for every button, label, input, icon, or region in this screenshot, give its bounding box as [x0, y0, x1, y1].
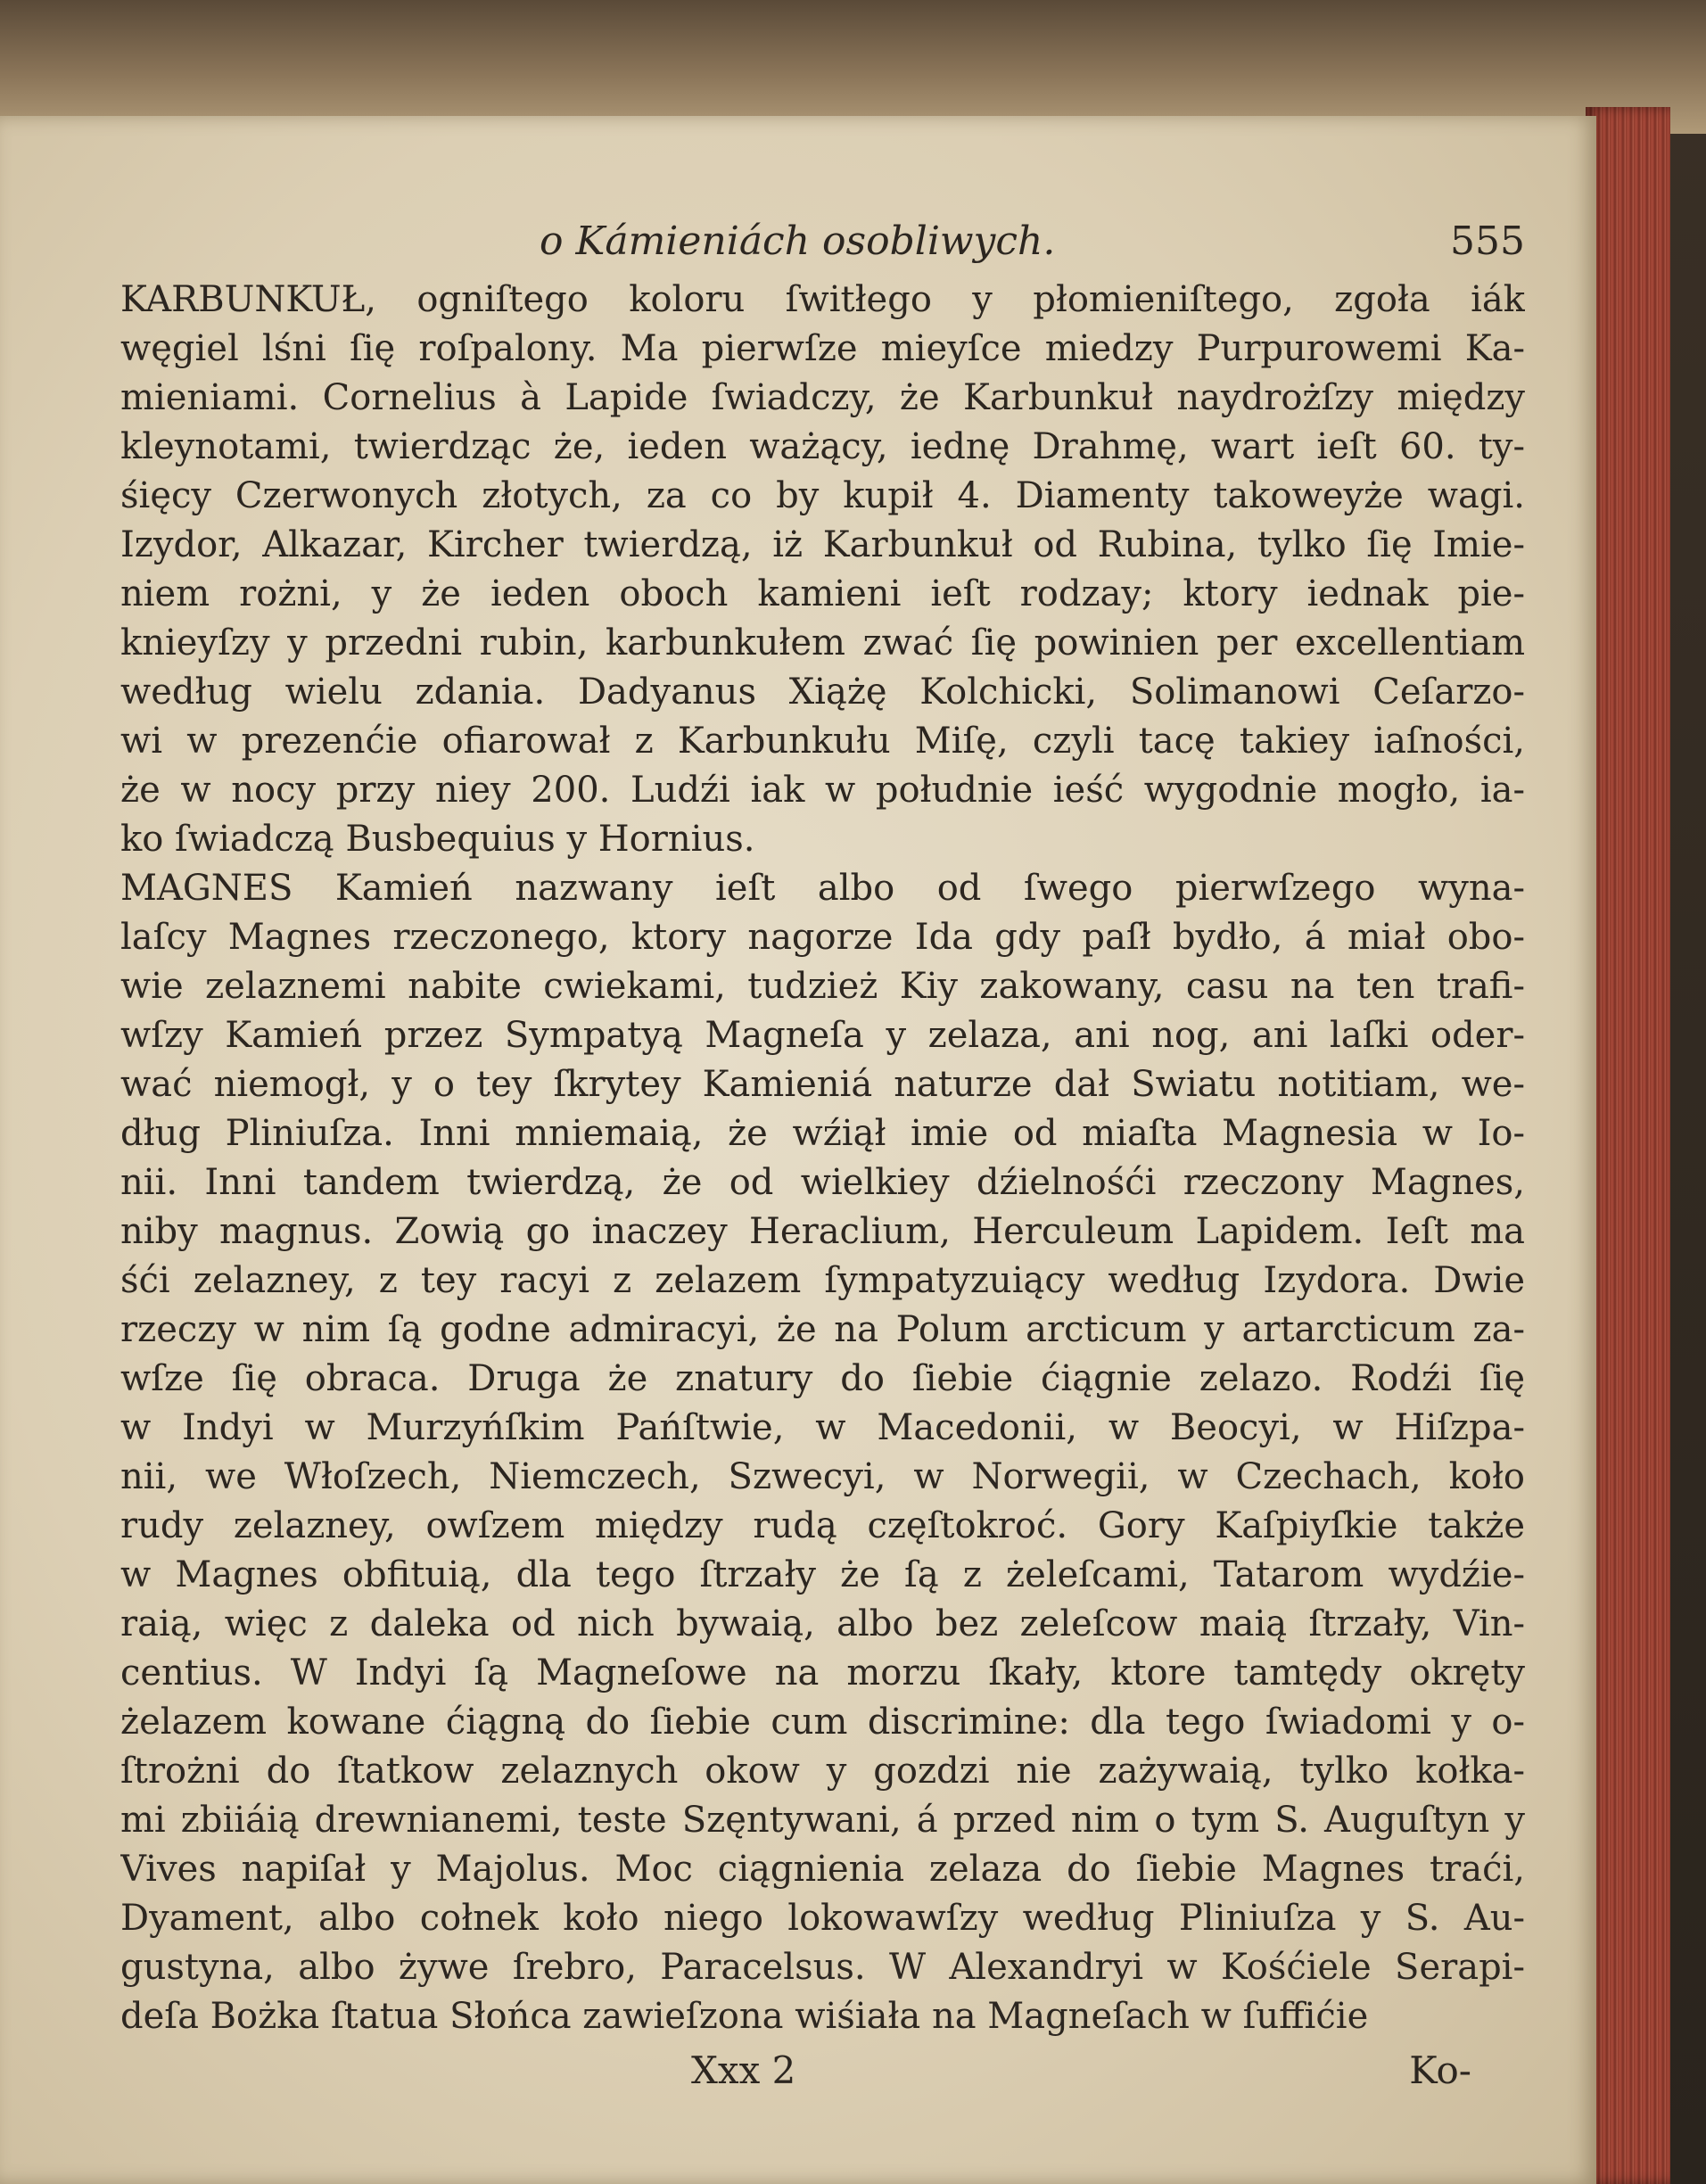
signature-mark: Xxx 2	[691, 2048, 796, 2092]
text-line: wſze ſię obraca. Druga że znatury do ſiebie ćiągnie zelazo. Rodźi ſię	[120, 1358, 1525, 1399]
text-line: wſzy Kamień przez Sympatyą Magneſa y zelaza, ani nog, ani laſki oder-	[120, 1015, 1525, 1056]
body-text	[120, 276, 1525, 2041]
text-line: dług Pliniuſza. Inni mniemaią, że wźiął imie od miaſta Magnesia w Io-	[120, 1113, 1525, 1154]
text-line: mieniami. Cornelius à Lapide ſwiadczy, że Karbunkuł naydrożſzy między	[120, 377, 1525, 418]
text-line: KARBUNKUŁ, ogniſtego koloru ſwitłego y płomieniſtego, zgoła iák	[120, 279, 1525, 320]
text-line: niem rożni, y że ieden oboch kamieni ieſt rodzay; ktory iednak pie-	[120, 573, 1525, 614]
text-line: rzeczy w nim ſą godne admiracyi, że na Polum arcticum y artarcticum za-	[120, 1309, 1525, 1350]
text-line: deſa Bożka ſtatua Słońca zawieſzona wiśiała na Magneſach w ſuffićie	[120, 1996, 1369, 2037]
text-line: śći zelazney, z tey racyi z zelazem ſympatyzuiący według Izydora. Dwie	[120, 1260, 1525, 1301]
page-fore-edge	[1586, 107, 1670, 2184]
text-line: raią, więc z daleka od nich bywaią, albo bez zeleſcow maią ſtrzały, Vin-	[120, 1603, 1525, 1644]
text-line: śięcy Czerwonych złotych, za co by kupił 4. Diamenty takoweyże wagi.	[120, 475, 1525, 516]
page-number: 555	[1450, 218, 1525, 264]
text-line: wie zelaznemi nabite cwiekami, tudzież Kiy zakowany, casu na ten trafi-	[120, 966, 1525, 1007]
text-line: knieyſzy y przedni rubin, karbunkułem zwać ſię powinien per excellentiam	[120, 622, 1525, 663]
book-top-edge	[0, 0, 1706, 134]
running-title: o Kámieniách osobliwych.	[540, 218, 1056, 264]
text-line: gustyna, albo żywe ſrebro, Paracelsus. W Alexandryi w Kośćiele Serapi-	[120, 1947, 1525, 1988]
text-line: w Indyi w Murzyńſkim Pańſtwie, w Macedonii, w Beocyi, w Hiſzpa-	[120, 1407, 1525, 1448]
text-line: Izydor, Alkazar, Kircher twierdzą, iż Karbunkuł od Rubina, tylko ſię Imie-	[120, 524, 1525, 565]
text-line: mi zbiiáią drewnianemi, teste Szęntywani, á przed nim o tym S. Auguſtyn y	[120, 1800, 1525, 1841]
page-footer	[120, 2048, 1525, 2102]
text-line: wi w prezenćie ofiarował z Karbunkułu Miſę, czyli tacę takiey iaſności,	[120, 721, 1525, 762]
text-line: węgiel lśni ſię roſpalony. Ma pierwſze mieyſce miedzy Purpurowemi Ka-	[120, 328, 1525, 369]
text-line: Vives napiſał y Majolus. Moc ciągnienia zelaza do ſiebie Magnes traći,	[120, 1849, 1525, 1890]
text-line: nii. Inni tandem twierdzą, że od wielkiey dźielnośći rzeczony Magnes,	[120, 1162, 1525, 1203]
text-line: nii, we Włoſzech, Niemczech, Szwecyi, w Norwegii, w Czechach, koło	[120, 1456, 1525, 1497]
text-line: według wielu zdania. Dadyanus Xiążę Kolchicki, Solimanowi Ceſarzo-	[120, 672, 1525, 713]
text-block	[120, 218, 1525, 2102]
text-line: ko ſwiadczą Busbequius y Hornius.	[120, 819, 755, 860]
text-line: centius. W Indyi ſą Magneſowe na morzu ſkały, ktore tamtędy okręty	[120, 1652, 1525, 1694]
text-line: Dyament, albo cołnek koło niego lokowawſzy według Pliniuſza y S. Au-	[120, 1898, 1525, 1939]
text-line: laſcy Magnes rzeczonego, ktory nagorze Ida gdy paſł bydło, á miał obo-	[120, 917, 1525, 958]
text-line: kleynotami, twierdząc że, ieden ważący, iednę Drahmę, wart ieſt 60. ty-	[120, 426, 1525, 467]
text-line: niby magnus. Zowią go inaczey Heraclium, Herculeum Lapidem. Ieſt ma	[120, 1211, 1525, 1252]
text-line: wać niemogł, y o tey ſkrytey Kamieniá naturze dał Swiatu notitiam, we-	[120, 1064, 1525, 1105]
page-header	[120, 218, 1525, 270]
text-line: rudy zelazney, owſzem między rudą częſtokroć. Gory Kaſpiyſkie także	[120, 1505, 1525, 1546]
text-line: że w nocy przy niey 200. Ludźi iak w południe ieść wygodnie mogło, ia-	[120, 770, 1525, 811]
text-line: MAGNES Kamień nazwany ieſt albo od ſwego pierwſzego wyna-	[120, 868, 1525, 909]
text-line: ſtrożni do ſtatkow zelaznych okow y gozdzi nie zażywaią, tylko kołka-	[120, 1751, 1525, 1792]
text-line: żelazem kowane ćiągną do ſiebie cum discrimine: dla tego ſwiadomi y o-	[120, 1702, 1525, 1743]
text-line: w Magnes obfituią, dla tego ſtrzały że ſą z żeleſcami, Tatarom wydźie-	[120, 1554, 1525, 1595]
catchword: Ko-	[1409, 2048, 1471, 2092]
